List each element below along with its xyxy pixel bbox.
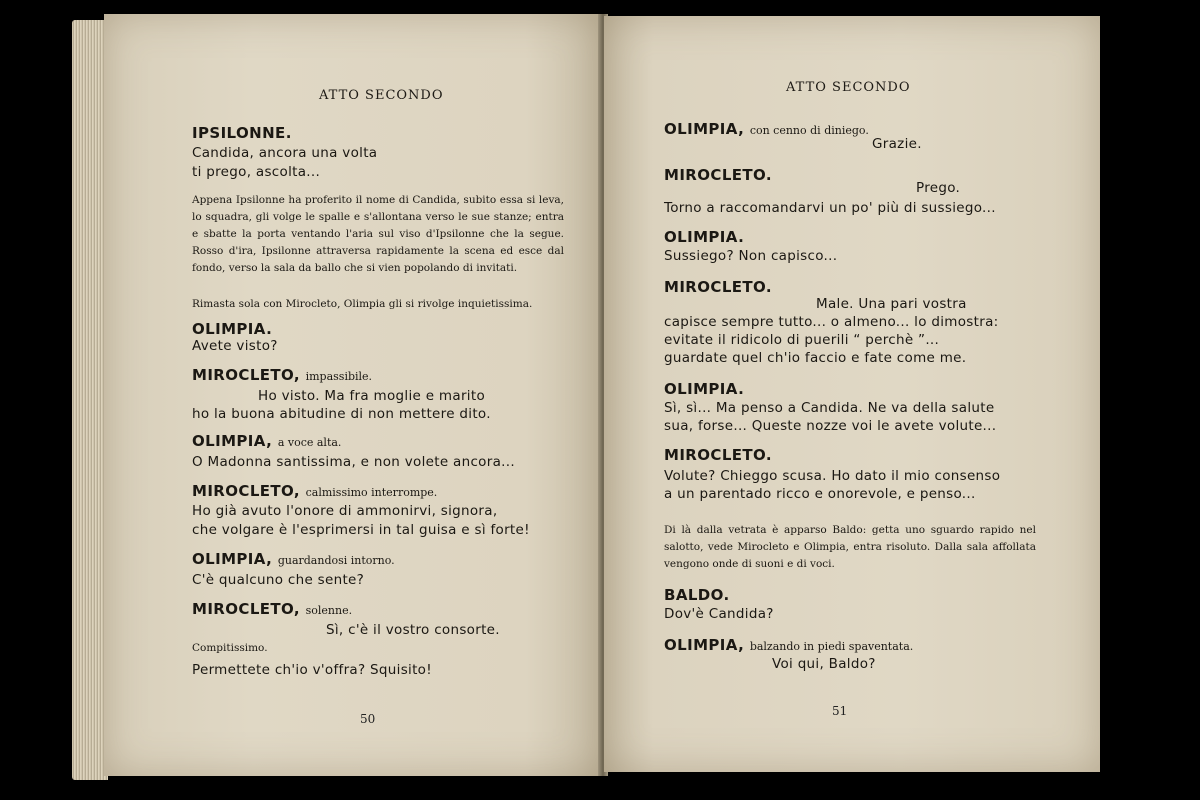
speaker-heading: OLIMPIA. bbox=[192, 320, 273, 338]
speaker-heading: MIROCLETO, impassibile. bbox=[192, 366, 373, 384]
speaker-heading: MIROCLETO, calmissimo interrompe. bbox=[192, 482, 438, 500]
dialogue-line: O Madonna santissima, e non volete ancora... bbox=[192, 454, 515, 470]
dialogue-line: Sì, sì... Ma penso a Candida. Ne va della salute bbox=[664, 400, 995, 416]
dialogue-line: Grazie. bbox=[872, 136, 922, 152]
page-number: 50 bbox=[360, 712, 376, 726]
dialogue-line: capisce sempre tutto... o almeno... lo dimostra: bbox=[664, 314, 999, 330]
dialogue-line: ti prego, ascolta... bbox=[192, 164, 321, 180]
dialogue-line: Male. Una pari vostra bbox=[816, 296, 967, 312]
speaker-heading: MIROCLETO, solenne. bbox=[192, 600, 353, 618]
speaker-heading: OLIMPIA. bbox=[664, 380, 745, 398]
stage-note: solenne. bbox=[305, 604, 353, 617]
stage-note: con cenno di diniego. bbox=[749, 124, 869, 137]
speaker-heading: MIROCLETO. bbox=[664, 166, 772, 184]
speaker-heading: OLIMPIA, a voce alta. bbox=[192, 432, 342, 450]
dialogue-line: che volgare è l'esprimersi in tal guisa e sì forte! bbox=[192, 522, 530, 538]
stage-note: a voce alta. bbox=[277, 436, 342, 449]
speaker-heading: MIROCLETO. bbox=[664, 446, 772, 464]
stage-direction: Rimasta sola con Mirocleto, Olimpia gli si rivolge inquietissima. bbox=[192, 298, 533, 310]
stage-note: guardandosi intorno. bbox=[277, 554, 395, 567]
dialogue-line: Prego. bbox=[916, 180, 961, 196]
page-edges bbox=[72, 20, 108, 780]
page-header: ATTO SECONDO bbox=[786, 80, 911, 95]
speaker-heading: OLIMPIA, balzando in piedi spaventata. bbox=[664, 636, 914, 654]
dialogue-line: ho la buona abitudine di non mettere dito. bbox=[192, 406, 491, 422]
dialogue-line: C'è qualcuno che sente? bbox=[192, 572, 365, 588]
dialogue-line: guardate quel ch'io faccio e fate come me. bbox=[664, 350, 967, 366]
stage-note: calmissimo interrompe. bbox=[305, 486, 438, 499]
dialogue-line: Sì, c'è il vostro consorte. bbox=[326, 622, 500, 638]
dialogue-line: Avete visto? bbox=[192, 338, 278, 354]
stage-note: Compitissimo. bbox=[192, 642, 268, 654]
speaker-heading: OLIMPIA. bbox=[664, 228, 745, 246]
dialogue-line: Ho già avuto l'onore di ammonirvi, signora, bbox=[192, 503, 498, 519]
dialogue-line: Dov'è Candida? bbox=[664, 606, 774, 622]
page-header: ATTO SECONDO bbox=[319, 88, 444, 103]
stage-direction: Appena Ipsilonne ha proferito il nome di Candida, subito essa si leva, lo squadra, gli volge le spalle e s'allontana verso le sue stanze; entra e sbatte la porta ventando l'aria sul viso d'Ipsilonne che la segue. Rosso d'ira, Ipsilonne attraversa rapidamente la scena ed esce dal fondo, verso la sala da ballo che si vien popolando di invitati. bbox=[192, 194, 564, 274]
dialogue-line: Ho visto. Ma fra moglie e marito bbox=[258, 388, 486, 404]
dialogue-line: Permettete ch'io v'offra? Squisito! bbox=[192, 662, 432, 678]
right-page bbox=[604, 16, 1100, 772]
dialogue-line: a un parentado ricco e onorevole, e penso... bbox=[664, 486, 976, 502]
dialogue-line: Torno a raccomandarvi un po' più di sussiego... bbox=[664, 200, 996, 216]
speaker-heading: OLIMPIA, con cenno di diniego. bbox=[664, 120, 869, 138]
speaker-heading: MIROCLETO. bbox=[664, 278, 772, 296]
dialogue-line: evitate il ridicolo di puerili “ perchè ”... bbox=[664, 332, 940, 348]
left-page bbox=[104, 14, 600, 776]
dialogue-line: sua, forse... Queste nozze voi le avete volute... bbox=[664, 418, 997, 434]
page-number: 51 bbox=[832, 704, 848, 718]
speaker-heading: IPSILONNE. bbox=[192, 124, 292, 142]
speaker-heading: OLIMPIA, guardandosi intorno. bbox=[192, 550, 395, 568]
stage-direction: Di là dalla vetrata è apparso Baldo: getta uno sguardo rapido nel salotto, vede Mirocleto e Olimpia, entra risoluto. Dalla sala affollata vengono onde di suoni e di voci. bbox=[664, 524, 1036, 570]
stage-note: balzando in piedi spaventata. bbox=[749, 640, 914, 653]
dialogue-line: Volute? Chieggo scusa. Ho dato il mio consenso bbox=[664, 468, 1001, 484]
speaker-heading: BALDO. bbox=[664, 586, 730, 604]
dialogue-line: Sussiego? Non capisco... bbox=[664, 248, 838, 264]
dialogue-line: Voi qui, Baldo? bbox=[772, 656, 876, 672]
stage-note: impassibile. bbox=[305, 370, 373, 383]
dialogue-line: Candida, ancora una volta bbox=[192, 145, 378, 161]
